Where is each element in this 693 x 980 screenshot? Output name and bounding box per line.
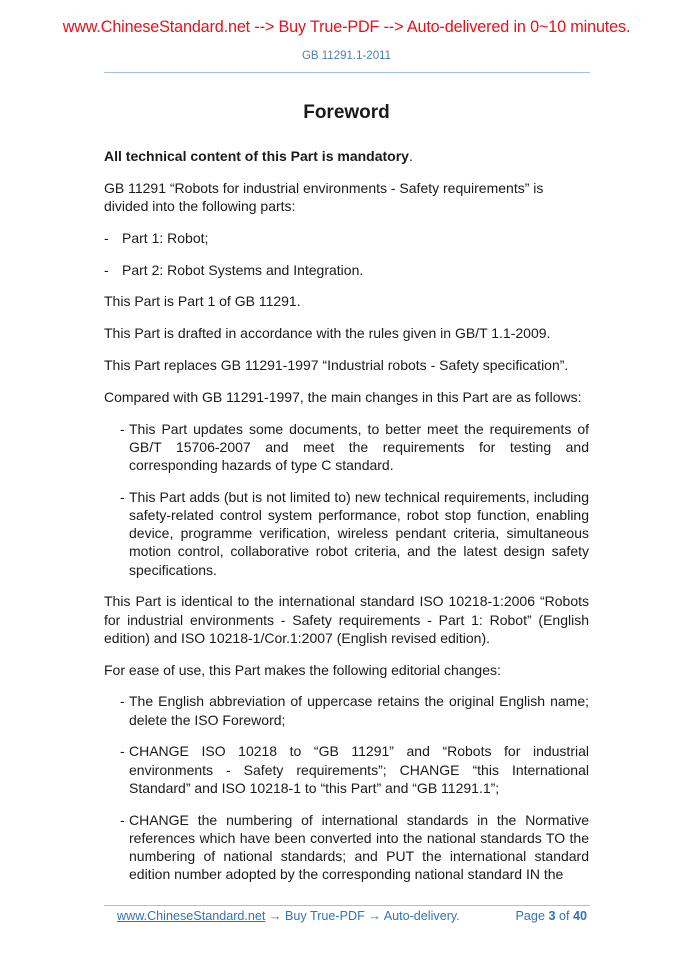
list-item-text: This Part updates some documents, to better meet the requirements of GB/T 15706-2007 and meet the requirements for testing and corresponding hazards of type C standard. (129, 420, 589, 473)
list-item-text: Part 2: Robot Systems and Integration. (122, 261, 364, 278)
footer-divider (104, 905, 590, 906)
footer-site-link[interactable]: www.ChineseStandard.net (117, 909, 266, 923)
editorial-paragraph: For ease of use, this Part makes the following editorial changes: (104, 661, 501, 678)
page-total: 40 (572, 909, 587, 923)
mandatory-suffix: . (408, 148, 413, 164)
list-dash: - (120, 420, 125, 437)
intro-paragraph: GB 11291 “Robots for industrial environments - Safety requirements” is divided into the following parts: (104, 179, 544, 214)
drafted-paragraph: This Part is drafted in accordance with the rules given in GB/T 1.1-2009. (104, 325, 551, 342)
list-item-change-1 (104, 420, 589, 475)
list-item-text: CHANGE the numbering of international standards in the Normative references which have been converted into the national standards TO the numbering of national standards; and PUT the international standard edition number adopted by the corresponding national standard IN the (129, 811, 589, 883)
page-title: Foreword (303, 102, 390, 123)
footer-tagline: → Buy True-PDF → Auto-delivery. (265, 909, 460, 923)
list-item-text: The English abbreviation of uppercase retains the original English name; delete the ISO Foreword; (129, 693, 589, 728)
list-item-editorial-3 (104, 811, 589, 884)
list-item-editorial-1 (104, 692, 589, 728)
list-item-text: Part 1: Robot; (122, 229, 209, 246)
list-dash: - (120, 488, 125, 505)
promo-banner: www.ChineseStandard.net --> Buy True-PDF --> Auto-delivered in 0~10 minutes. (62, 18, 631, 36)
list-item-part-1 (104, 229, 589, 247)
list-item-editorial-2 (104, 742, 589, 797)
list-dash: - (120, 693, 125, 710)
list-dash: - (104, 229, 109, 246)
replaces-paragraph: This Part replaces GB 11291-1997 “Industrial robots - Safety specification”. (104, 356, 569, 373)
list-item-change-2 (104, 488, 589, 579)
page-label: Page (515, 909, 545, 923)
list-item-text: This Part adds (but is not limited to) new technical requirements, including safety-related control system performance, robot stop function, enabling device, programme verification, wireless pendant criteria, simultaneous motion control, collaborative robot criteria, and the latest design safety specifications. (129, 488, 589, 578)
list-item-text: CHANGE ISO 10218 to “GB 11291” and “Robots for industrial environments - Safety requirements”; CHANGE “this International Standard” and ISO 10218-1 to “this Part” and “GB 11291.1”; (129, 743, 589, 796)
page-indicator (516, 909, 587, 923)
page-of-label: of (558, 909, 570, 923)
list-dash: - (104, 261, 109, 278)
mandatory-bold-text: All technical content of this Part is mandatory (104, 148, 409, 164)
page-footer (117, 909, 587, 923)
list-dash: - (120, 811, 125, 828)
document-body (104, 147, 589, 897)
list-item-part-2 (104, 261, 589, 279)
standard-code-header: GB 11291.1-2011 (301, 50, 392, 62)
header-divider (104, 72, 590, 73)
list-dash: - (120, 743, 125, 760)
compared-paragraph: Compared with GB 11291-1997, the main changes in this Part are as follows: (104, 388, 582, 405)
page-current: 3 (548, 909, 556, 923)
part-of-paragraph: This Part is Part 1 of GB 11291. (104, 293, 301, 310)
mandatory-statement (104, 147, 589, 165)
identical-paragraph: This Part is identical to the international standard ISO 10218-1:2006 “Robots for industrial environments - Safety requirements - Part 1: Robot” (English edition) and ISO 10218-1/Cor.1:2007 (English revised edition). (104, 593, 589, 646)
